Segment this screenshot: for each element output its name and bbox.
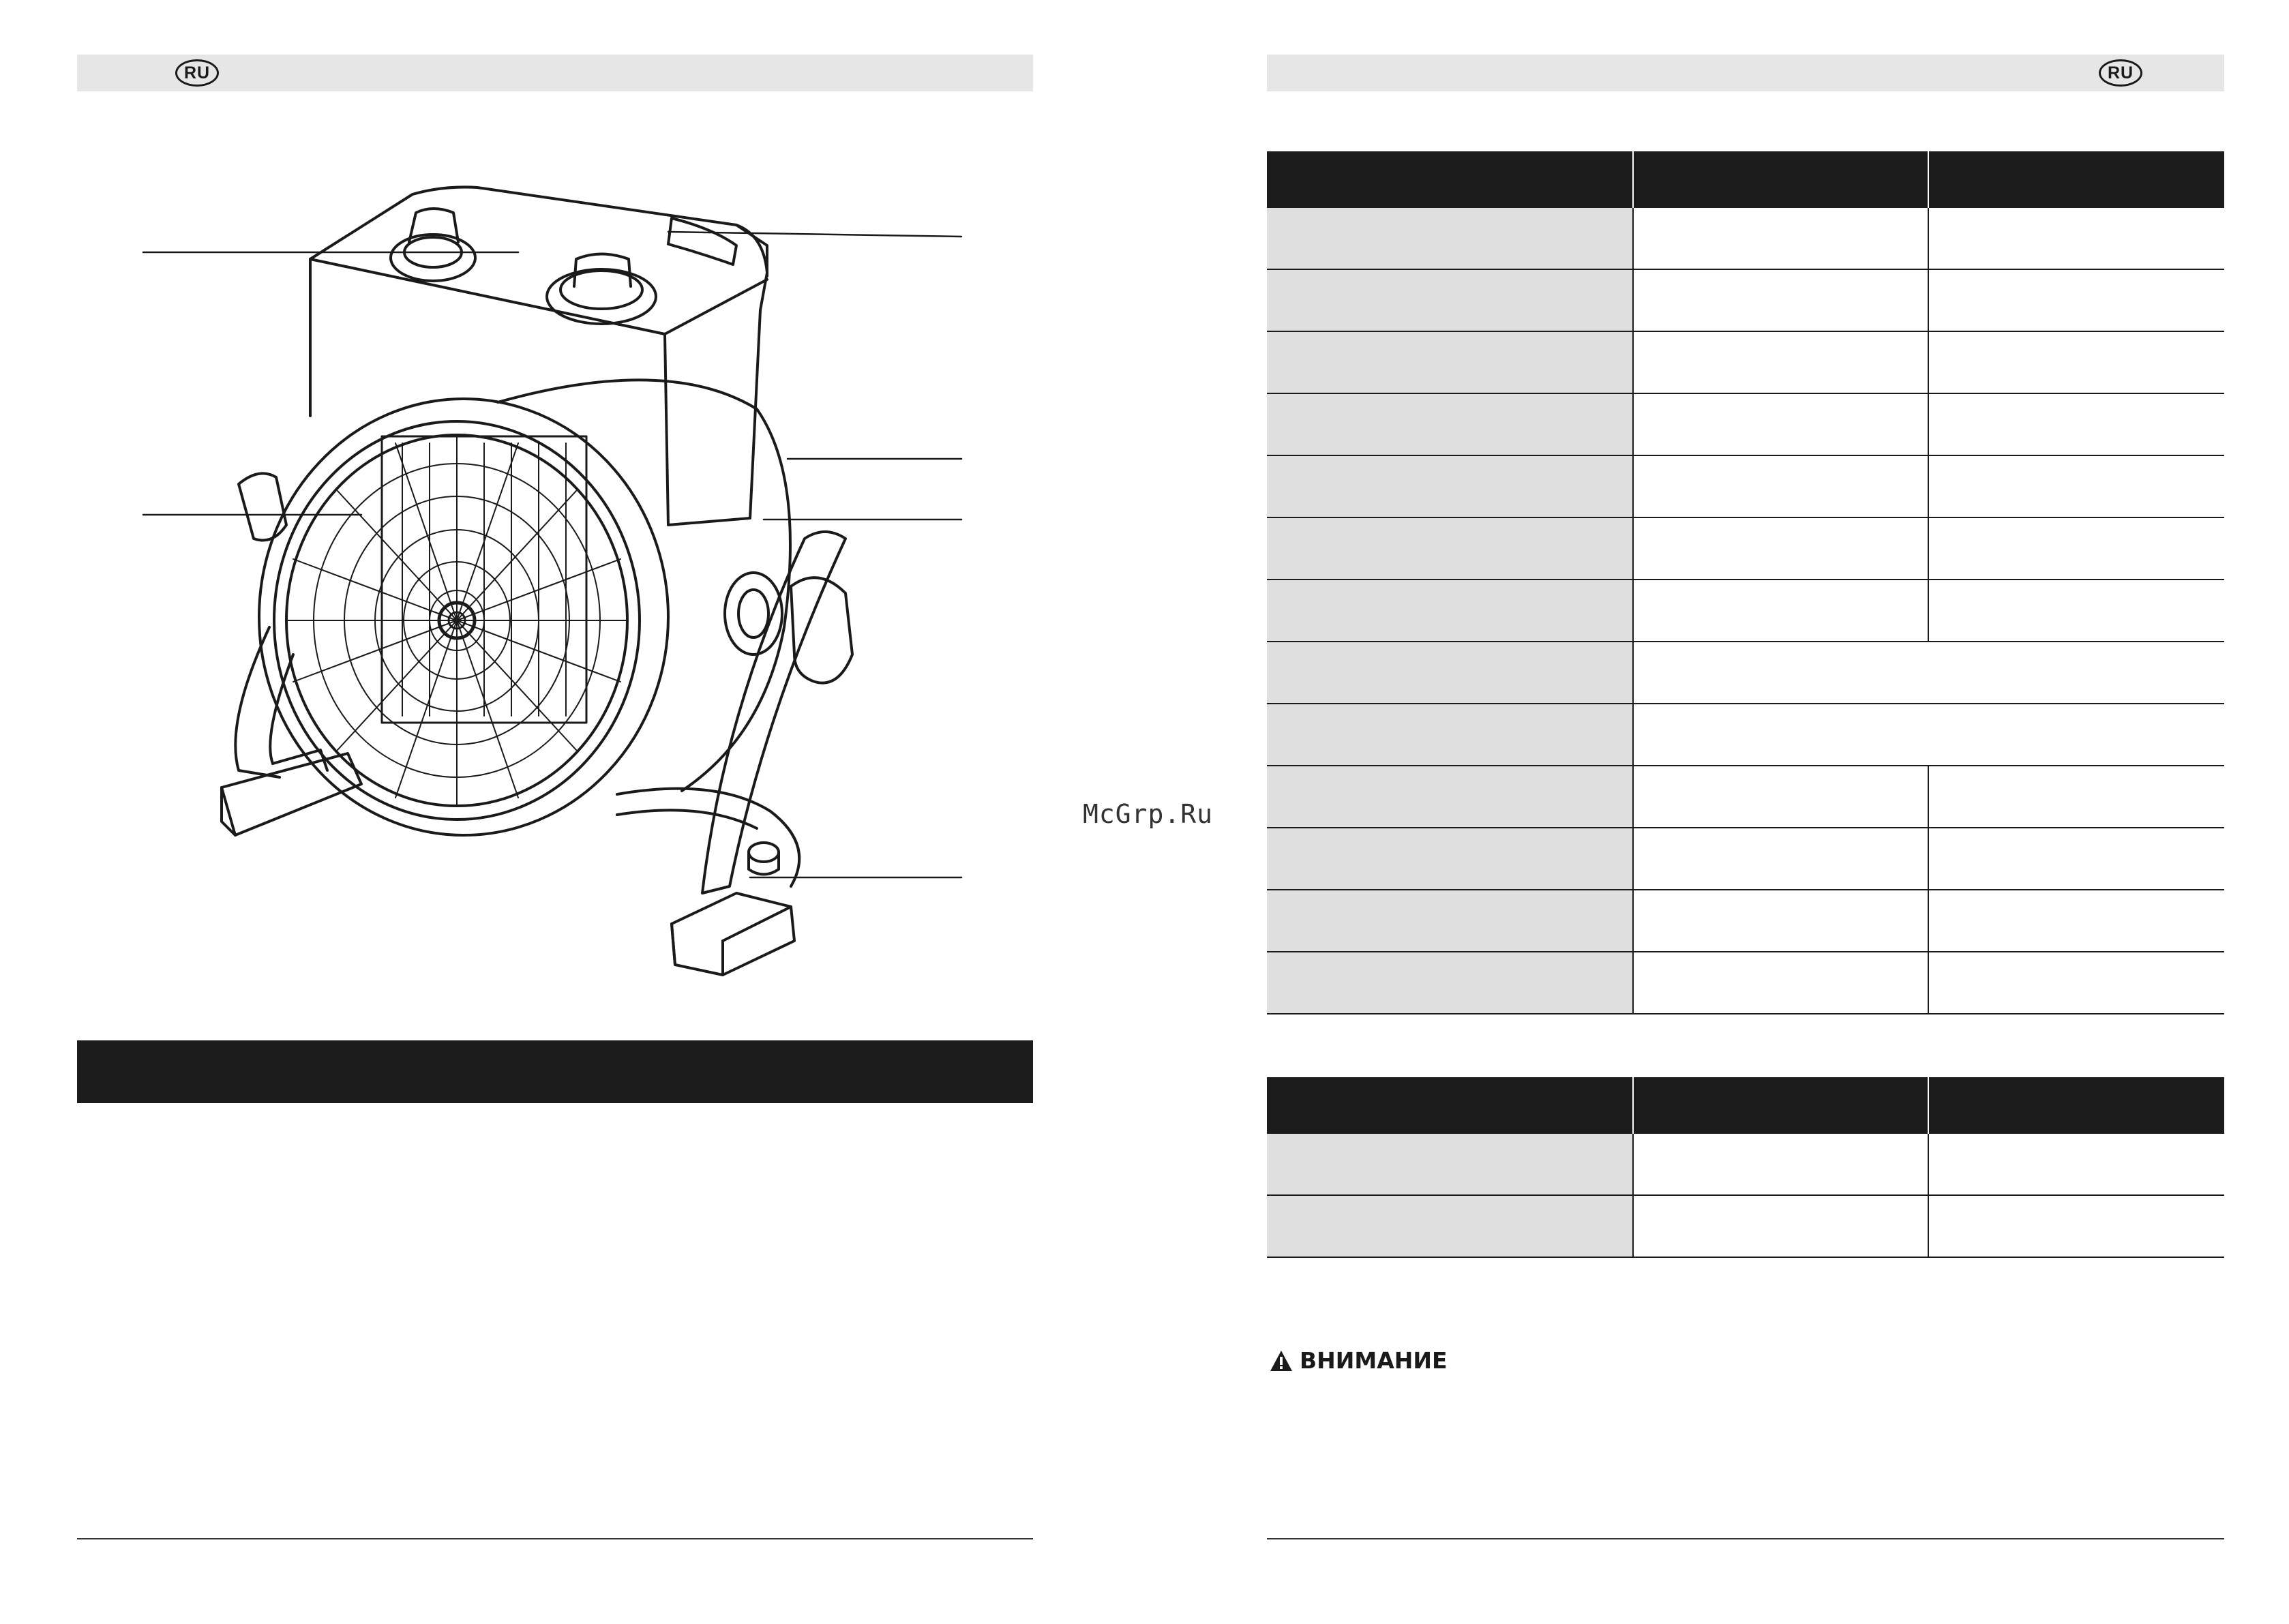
row-label-cell [1267,704,1633,766]
secondary-table [1267,1077,2224,1258]
value-cell [1928,1195,2224,1257]
value-cell [1928,890,2224,952]
specifications-table [1267,151,2224,1014]
merged-value-cell [1633,704,2224,766]
spec-header-cell [1633,151,1928,208]
table-row [1267,517,2224,580]
value-cell [1633,269,1928,331]
value-cell [1633,1195,1928,1257]
left-section-header-bar [77,1040,1033,1103]
right-language-badge: RU [2099,59,2142,87]
value-cell [1928,269,2224,331]
left-language-badge: RU [175,59,219,87]
value-cell [1928,517,2224,580]
value-cell [1633,517,1928,580]
value-cell [1633,393,1928,455]
table-row [1267,766,2224,828]
value-cell [1633,828,1928,890]
watermark: McGrp.Ru [1083,799,1214,829]
row-label-cell [1267,269,1633,331]
row-label-cell [1267,455,1633,517]
value-cell [1928,331,2224,393]
warning-triangle-icon [1270,1350,1293,1372]
secondary-header-cell [1267,1077,1633,1134]
value-cell [1633,455,1928,517]
left-footer-rule [77,1538,1033,1539]
warning-heading [1270,1347,1448,1374]
spec-header-cell [1267,151,1633,208]
secondary-table-header-row [1267,1077,2224,1134]
table-row [1267,952,2224,1014]
row-label-cell [1267,393,1633,455]
table-row [1267,1195,2224,1257]
heater-illustration [123,170,975,989]
table-row [1267,704,2224,766]
spec-header-cell [1928,151,2224,208]
value-cell [1928,580,2224,642]
value-cell [1928,766,2224,828]
spec-table-header-row [1267,151,2224,208]
table-row [1267,890,2224,952]
row-label-cell [1267,208,1633,269]
table-row [1267,208,2224,269]
warning-label: ВНИМАНИЕ [1300,1347,1448,1374]
value-cell [1633,208,1928,269]
value-cell [1633,331,1928,393]
value-cell [1633,580,1928,642]
row-label-cell [1267,642,1633,704]
row-label-cell [1267,890,1633,952]
row-label-cell [1267,517,1633,580]
value-cell [1633,766,1928,828]
value-cell [1928,1134,2224,1195]
right-footer-rule [1267,1538,2224,1539]
value-cell [1928,208,2224,269]
value-cell [1633,890,1928,952]
value-cell [1928,952,2224,1014]
table-row [1267,580,2224,642]
row-label-cell [1267,952,1633,1014]
left-page-header-bar [77,55,1033,91]
row-label-cell [1267,1195,1633,1257]
table-row [1267,269,2224,331]
merged-value-cell [1633,642,2224,704]
value-cell [1633,952,1928,1014]
row-label-cell [1267,580,1633,642]
right-page-header-bar [1267,55,2224,91]
value-cell [1928,393,2224,455]
secondary-header-cell [1633,1077,1928,1134]
row-label-cell [1267,331,1633,393]
row-label-cell [1267,766,1633,828]
row-label-cell [1267,828,1633,890]
table-row [1267,331,2224,393]
table-row [1267,642,2224,704]
table-row [1267,455,2224,517]
table-row [1267,828,2224,890]
value-cell [1633,1134,1928,1195]
row-label-cell [1267,1134,1633,1195]
value-cell [1928,455,2224,517]
secondary-header-cell [1928,1077,2224,1134]
value-cell [1928,828,2224,890]
table-row [1267,1134,2224,1195]
table-row [1267,393,2224,455]
